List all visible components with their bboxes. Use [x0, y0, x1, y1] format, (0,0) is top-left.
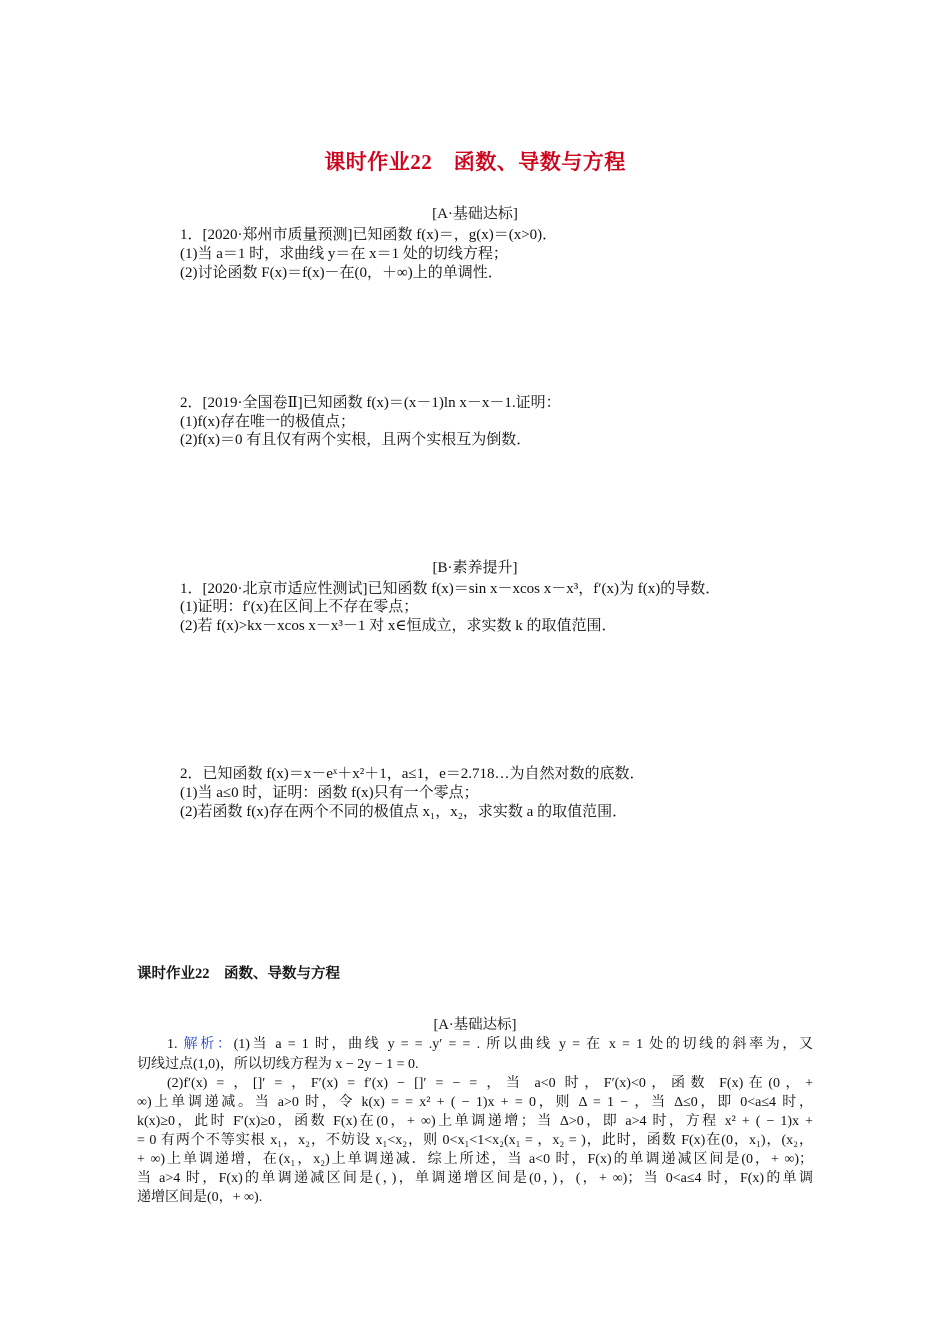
answer-line-1: 1. 解析：(1)当 a = 1 时，曲线 y = = .y′ = = . 所以曲线 y = 在 x = 1 处的切线的斜率为，又 [167, 1037, 814, 1052]
section-heading-a: [A·基础达标] [432, 206, 518, 222]
question-a2-stem: 2．[2019·全国卷Ⅱ]已知函数 f(x)＝(x－1)ln x－x－1.证明： [180, 395, 561, 411]
analysis-label: 解析： [183, 1037, 234, 1052]
question-b2-part1: (1)当 a≤0 时，证明：函数 f(x)只有一个零点； [180, 785, 479, 801]
section-heading-b: [B·素养提升] [432, 560, 518, 576]
question-b1-part2: (2)若 f(x)>kx－xcos x－x³－1 对 x∈恒成立，求实数 k 的取值范围． [180, 618, 617, 634]
question-a1-stem: 1．[2020·郑州市质量预测]已知函数 f(x)＝，g(x)＝(x>0)． [180, 227, 558, 243]
question-b2-stem: 2．已知函数 f(x)＝x－eˣ＋x²＋1，a≤1，e＝2.718…为自然对数的底数． [180, 766, 645, 782]
question-a2-part1: (1)f(x)存在唯一的极值点； [180, 414, 355, 430]
question-a1-part2: (2)讨论函数 F(x)＝f(x)－在(0，＋∞)上的单调性． [180, 265, 503, 281]
answer-line-3: (2)f′(x) = ，[]′ = ，F′(x) = f′(x) − []′ = − = ，当 a<0 时，F′(x)<0，函数 F(x)在(0，+ [167, 1076, 813, 1091]
answer-section-heading: [A·基础达标] [433, 1017, 517, 1033]
answer-line-8: 当 a>4 时，F(x)的单调递减区间是(，)，单调递增区间是(0，)，(，+ ∞)；当 0<a≤4 时，F(x)的单调 [137, 1171, 813, 1186]
answer-line-9: 递增区间是(0，+ ∞). [137, 1190, 263, 1205]
answer-line-7: + ∞)上单调递增，在(x₁，x₂)上单调递减．综上所述，当 a<0 时，F(x)的单调递减区间是(0，+ ∞)； [137, 1152, 813, 1167]
answer-line-2: 切线过点(1,0)，所以切线方程为 x − 2y − 1 = 0. [137, 1057, 419, 1072]
question-b2-part2: (2)若函数 f(x)存在两个不同的极值点 x₁，x₂，求实数 a 的取值范围． [180, 804, 628, 820]
question-a1-part1: (1)当 a＝1 时，求曲线 y＝在 x＝1 处的切线方程； [180, 246, 508, 262]
answer-title: 课时作业22 函数、导数与方程 [137, 966, 340, 982]
answer-line-4: ∞)上单调递减。当 a>0 时，令 k(x) = = x² + ( − 1)x + = 0，则 Δ = 1 − ，当 Δ≤0，即 0<a≤4 时， [137, 1095, 813, 1110]
answer-item-number: 1. [167, 1037, 184, 1052]
answer-line-6: = 0 有两个不等实根 x₁，x₂，不妨设 x₁<x₂，则 0<x₁<1<x₂(x₁ = ，x₂ = )，此时，函数 F(x)在(0，x₁)，(x₂， [137, 1133, 813, 1148]
answer-line-5: k(x)≥0，此时 F′(x)≥0，函数 F(x)在(0，+ ∞)上单调递增；当 Δ>0，即 a>4 时，方程 x² + ( − 1)x + [137, 1114, 813, 1129]
question-b1-part1: (1)证明：f′(x)在区间上不存在零点； [180, 599, 419, 615]
question-a2-part2: (2)f(x)＝0 有且仅有两个实根，且两个实根互为倒数． [180, 432, 532, 448]
page-title: 课时作业22 函数、导数与方程 [324, 150, 626, 174]
question-b1-stem: 1．[2020·北京市适应性测试]已知函数 f(x)＝sin x－xcos x－x³，f′(x)为 f(x)的导数． [180, 581, 721, 597]
